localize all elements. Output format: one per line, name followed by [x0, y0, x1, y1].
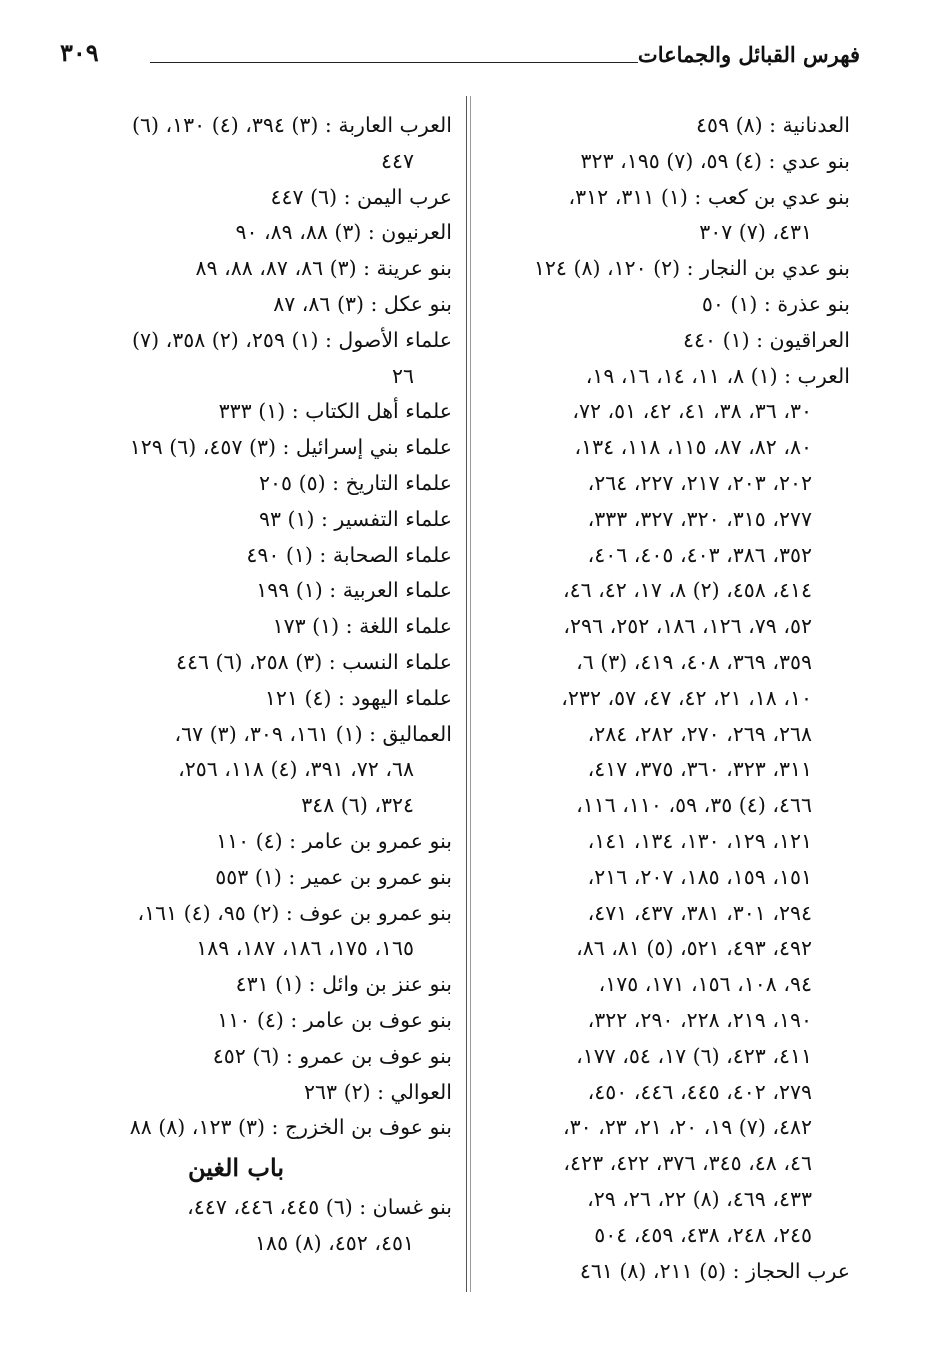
- index-entry: [486, 144, 850, 180]
- index-entry: [80, 573, 452, 609]
- index-entry: [80, 215, 452, 251]
- index-entry: [80, 323, 452, 395]
- entry-line: بنو عكل : (٣) ٨٦، ٨٧: [273, 291, 452, 316]
- index-entry: [80, 108, 452, 180]
- entry-line: بنو عوف بن عامر : (٤) ١١٠: [217, 1007, 452, 1032]
- index-entry: [80, 251, 452, 287]
- entry-line: العرب : (١) ٨، ١١، ١٤، ١٦، ١٩،: [585, 363, 850, 388]
- entry-continuation: ٢٧٩، ٤٠٢، ٤٤٥، ٤٤٦، ٤٥٠،: [587, 1079, 812, 1104]
- index-entry: [80, 538, 452, 574]
- entry-continuation: ٢٦: [391, 363, 414, 388]
- column-divider-inner: [470, 96, 471, 1292]
- header-rule: [150, 62, 638, 63]
- entry-line: علماء أهل الكتاب : (١) ٣٣٣: [218, 399, 452, 424]
- entry-continuation: ٣٥٢، ٣٨٦، ٤٠٣، ٤٠٥، ٤٠٦،: [587, 542, 812, 567]
- entry-continuation: ٨٠، ٨٢، ٨٧، ١١٥، ١١٨، ١٣٤،: [574, 435, 812, 460]
- column-divider: [466, 96, 467, 1292]
- index-entry: [80, 502, 452, 538]
- entry-line: بنو عنز بن وائل : (١) ٤٣١: [235, 972, 452, 997]
- entry-continuation: ١٠، ١٨، ٢١، ٤٢، ٤٧، ٥٧، ٢٣٢،: [561, 685, 812, 710]
- entry-continuation: ٤٣٣، ٤٦٩، (٨) ٢٢، ٢٦، ٢٩،: [587, 1186, 812, 1211]
- entry-continuation: ٢٩٤، ٣٠١، ٣٨١، ٤٣٧، ٤٧١،: [587, 900, 812, 925]
- entry-continuation: ٢٠٢، ٢٠٣، ٢١٧، ٢٢٧، ٢٦٤،: [587, 470, 812, 495]
- entry-line: بنو عدي بن كعب : (١) ٣١١، ٣١٢،: [568, 184, 850, 209]
- entry-line: علماء النسب : (٣) ٢٥٨، (٦) ٤٤٦: [175, 649, 452, 674]
- index-entry: [80, 609, 452, 645]
- index-entry: [486, 108, 850, 144]
- entry-continuation: ٢٤٥، ٢٤٨، ٤٣٨، ٤٥٩، ٥٠٤: [594, 1222, 812, 1247]
- index-entry: [80, 287, 452, 323]
- entry-line: بنو عدي : (٤) ٥٩، (٧) ١٩٥، ٣٢٣: [580, 148, 850, 173]
- entry-line: بنو غسان : (٦) ٤٤٥، ٤٤٦، ٤٤٧،: [187, 1195, 452, 1220]
- entry-continuation: ٦٨، ٧٢، ٣٩١، (٤) ١١٨، ٢٥٦،: [178, 757, 414, 782]
- entry-continuation: ٤٦٦، (٤) ٣٥، ٥٩، ١١٠، ١١٦،: [576, 793, 812, 818]
- entry-continuation: ٤١٤، ٤٥٨، (٢) ٨، ١٧، ٤٢، ٤٦،: [562, 578, 812, 603]
- entry-line: بنو عذرة : (١) ٥٠: [701, 291, 850, 316]
- entry-line: علماء اللغة : (١) ١٧٣: [272, 614, 452, 639]
- entry-continuation: ١٦٥، ١٧٥، ١٨٦، ١٨٧، ١٨٩: [196, 936, 414, 961]
- entry-line: بنو عوف بن عمرو : (٦) ٤٥٢: [212, 1043, 452, 1068]
- entry-line: علماء الأصول : (١) ٢٥٩، (٢) ٣٥٨، (٧): [132, 327, 452, 352]
- index-entry: [80, 681, 452, 717]
- entry-line: العماليق : (١) ١٦١، ٣٠٩، (٣) ٦٧،: [174, 721, 452, 746]
- index-entry: [80, 860, 452, 896]
- entry-line: العوالي : (٢) ٢٦٣: [304, 1079, 452, 1104]
- index-entry: [80, 967, 452, 1003]
- entry-line: علماء التاريخ : (٥) ٢٠٥: [259, 470, 452, 495]
- entry-continuation: ٥٢، ٧٩، ١٢٦، ١٨٦، ٢٥٢، ٢٩٦،: [563, 614, 812, 639]
- index-entry: [80, 180, 452, 216]
- index-entry: [486, 251, 850, 287]
- index-entry: [486, 1254, 850, 1290]
- index-entry: [80, 717, 452, 824]
- index-entry: [80, 1039, 452, 1075]
- index-entry: [80, 466, 452, 502]
- index-entry: [80, 896, 452, 968]
- index-entry: [80, 1075, 452, 1111]
- entry-line: العرب العاربة : (٣) ٣٩٤، (٤) ١٣٠، (٦): [131, 113, 452, 137]
- entry-line: عرب الحجاز : (٥) ٢١١، (٨) ٤٦١: [579, 1258, 850, 1283]
- entry-continuation: ١٩٠، ٢١٩، ٢٢٨، ٢٩٠، ٣٢٢،: [587, 1007, 812, 1032]
- entry-line: بنو عدي بن النجار : (٢) ١٢٠، (٨) ١٢٤: [533, 256, 850, 281]
- index-entry: [80, 394, 452, 430]
- index-column-right: [486, 108, 850, 1289]
- entry-line: بنو عمرو بن عامر : (٤) ١١٠: [216, 828, 452, 853]
- index-entry: [80, 824, 452, 860]
- entry-line: العدنانية : (٨) ٤٥٩: [696, 113, 850, 137]
- entry-continuation: ٣٠، ٣٦، ٣٨، ٤١، ٤٢، ٥١، ٧٢،: [572, 399, 812, 424]
- index-entry: [80, 645, 452, 681]
- section-heading: باب الغين: [187, 1153, 284, 1183]
- entry-continuation: ٤٩٢، ٤٩٣، ٥٢١، (٥) ٨١، ٨٦،: [576, 936, 812, 961]
- entry-line: علماء اليهود : (٤) ١٢١: [264, 685, 452, 710]
- entry-line: العرنيون : (٣) ٨٨، ٨٩، ٩٠: [235, 220, 452, 245]
- entry-continuation: ٣١١، ٣٢٣، ٣٦٠، ٣٧٥، ٤١٧،: [587, 757, 812, 782]
- index-entry: [486, 287, 850, 323]
- entry-line: علماء العربية : (١) ١٩٩: [256, 578, 452, 603]
- entry-continuation: ٤٨٢، (٧) ١٩، ٢٠، ٢١، ٢٣، ٣٠،: [562, 1115, 812, 1140]
- entry-continuation: ٩٤، ١٠٨، ١٥٦، ١٧١، ١٧٥،: [598, 972, 812, 997]
- entry-continuation: ٢٦٨، ٢٦٩، ٢٧٠، ٢٨٢، ٢٨٤،: [587, 721, 812, 746]
- entry-continuation: ٤٤٧: [380, 148, 414, 173]
- index-entry: [80, 1110, 452, 1146]
- entry-continuation: ٤٥١، ٤٥٢، (٨) ١٨٥: [255, 1230, 414, 1255]
- entry-continuation: ٤١١، ٤٢٣، (٦) ١٧، ٥٤، ١٧٧،: [576, 1043, 812, 1068]
- entry-continuation: ٢٧٧، ٣١٥، ٣٢٠، ٣٢٧، ٣٣٣،: [587, 506, 812, 531]
- entry-line: بنو عمرو بن عوف : (٢) ٩٥، (٤) ١٦١،: [137, 900, 452, 925]
- entry-continuation: ٣٥٩، ٣٦٩، ٤٠٨، ٤١٩، (٣) ٦،: [576, 649, 812, 674]
- entry-line: علماء بني إسرائيل : (٣) ٤٥٧، (٦) ١٢٩: [129, 435, 452, 460]
- entry-continuation: ١٥١، ١٥٩، ١٨٥، ٢٠٧، ٢١٦،: [587, 864, 812, 889]
- entry-line: بنو عوف بن الخزرج : (٣) ١٢٣، (٨) ٨٨: [129, 1115, 452, 1140]
- entry-line: علماء الصحابة : (١) ٤٩٠: [246, 542, 452, 567]
- entry-line: علماء التفسير : (١) ٩٣: [258, 506, 452, 531]
- entry-line: العراقيون : (١) ٤٤٠: [683, 327, 850, 352]
- index-entry: [486, 359, 850, 1254]
- page-header: [60, 40, 860, 76]
- entry-continuation: ١٢١، ١٢٩، ١٣٠، ١٣٤، ١٤١،: [587, 828, 812, 853]
- page-number: ٣٠٩: [60, 38, 99, 67]
- entry-continuation: ٤٦، ٤٨، ٣٤٥، ٣٧٦، ٤٢٢، ٤٢٣،: [563, 1151, 812, 1176]
- index-entry: [486, 323, 850, 359]
- index-entry: [80, 430, 452, 466]
- entry-line: بنو عمرو بن عمير : (١) ٥٥٣: [215, 864, 452, 889]
- entry-continuation: ٤٣١، (٧) ٣٠٧: [699, 220, 812, 245]
- entry-line: بنو عرينة : (٣) ٨٦، ٨٧، ٨٨، ٨٩: [195, 256, 452, 281]
- index-entry: [80, 1003, 452, 1039]
- index-column-left: [80, 108, 452, 1262]
- entry-line: عرب اليمن : (٦) ٤٤٧: [270, 184, 452, 209]
- index-entry: [80, 1190, 452, 1262]
- running-title: فهرس القبائل والجماعات: [637, 42, 860, 67]
- index-entry: [486, 180, 850, 252]
- entry-continuation: ٣٢٤، (٦) ٣٤٨: [301, 793, 414, 818]
